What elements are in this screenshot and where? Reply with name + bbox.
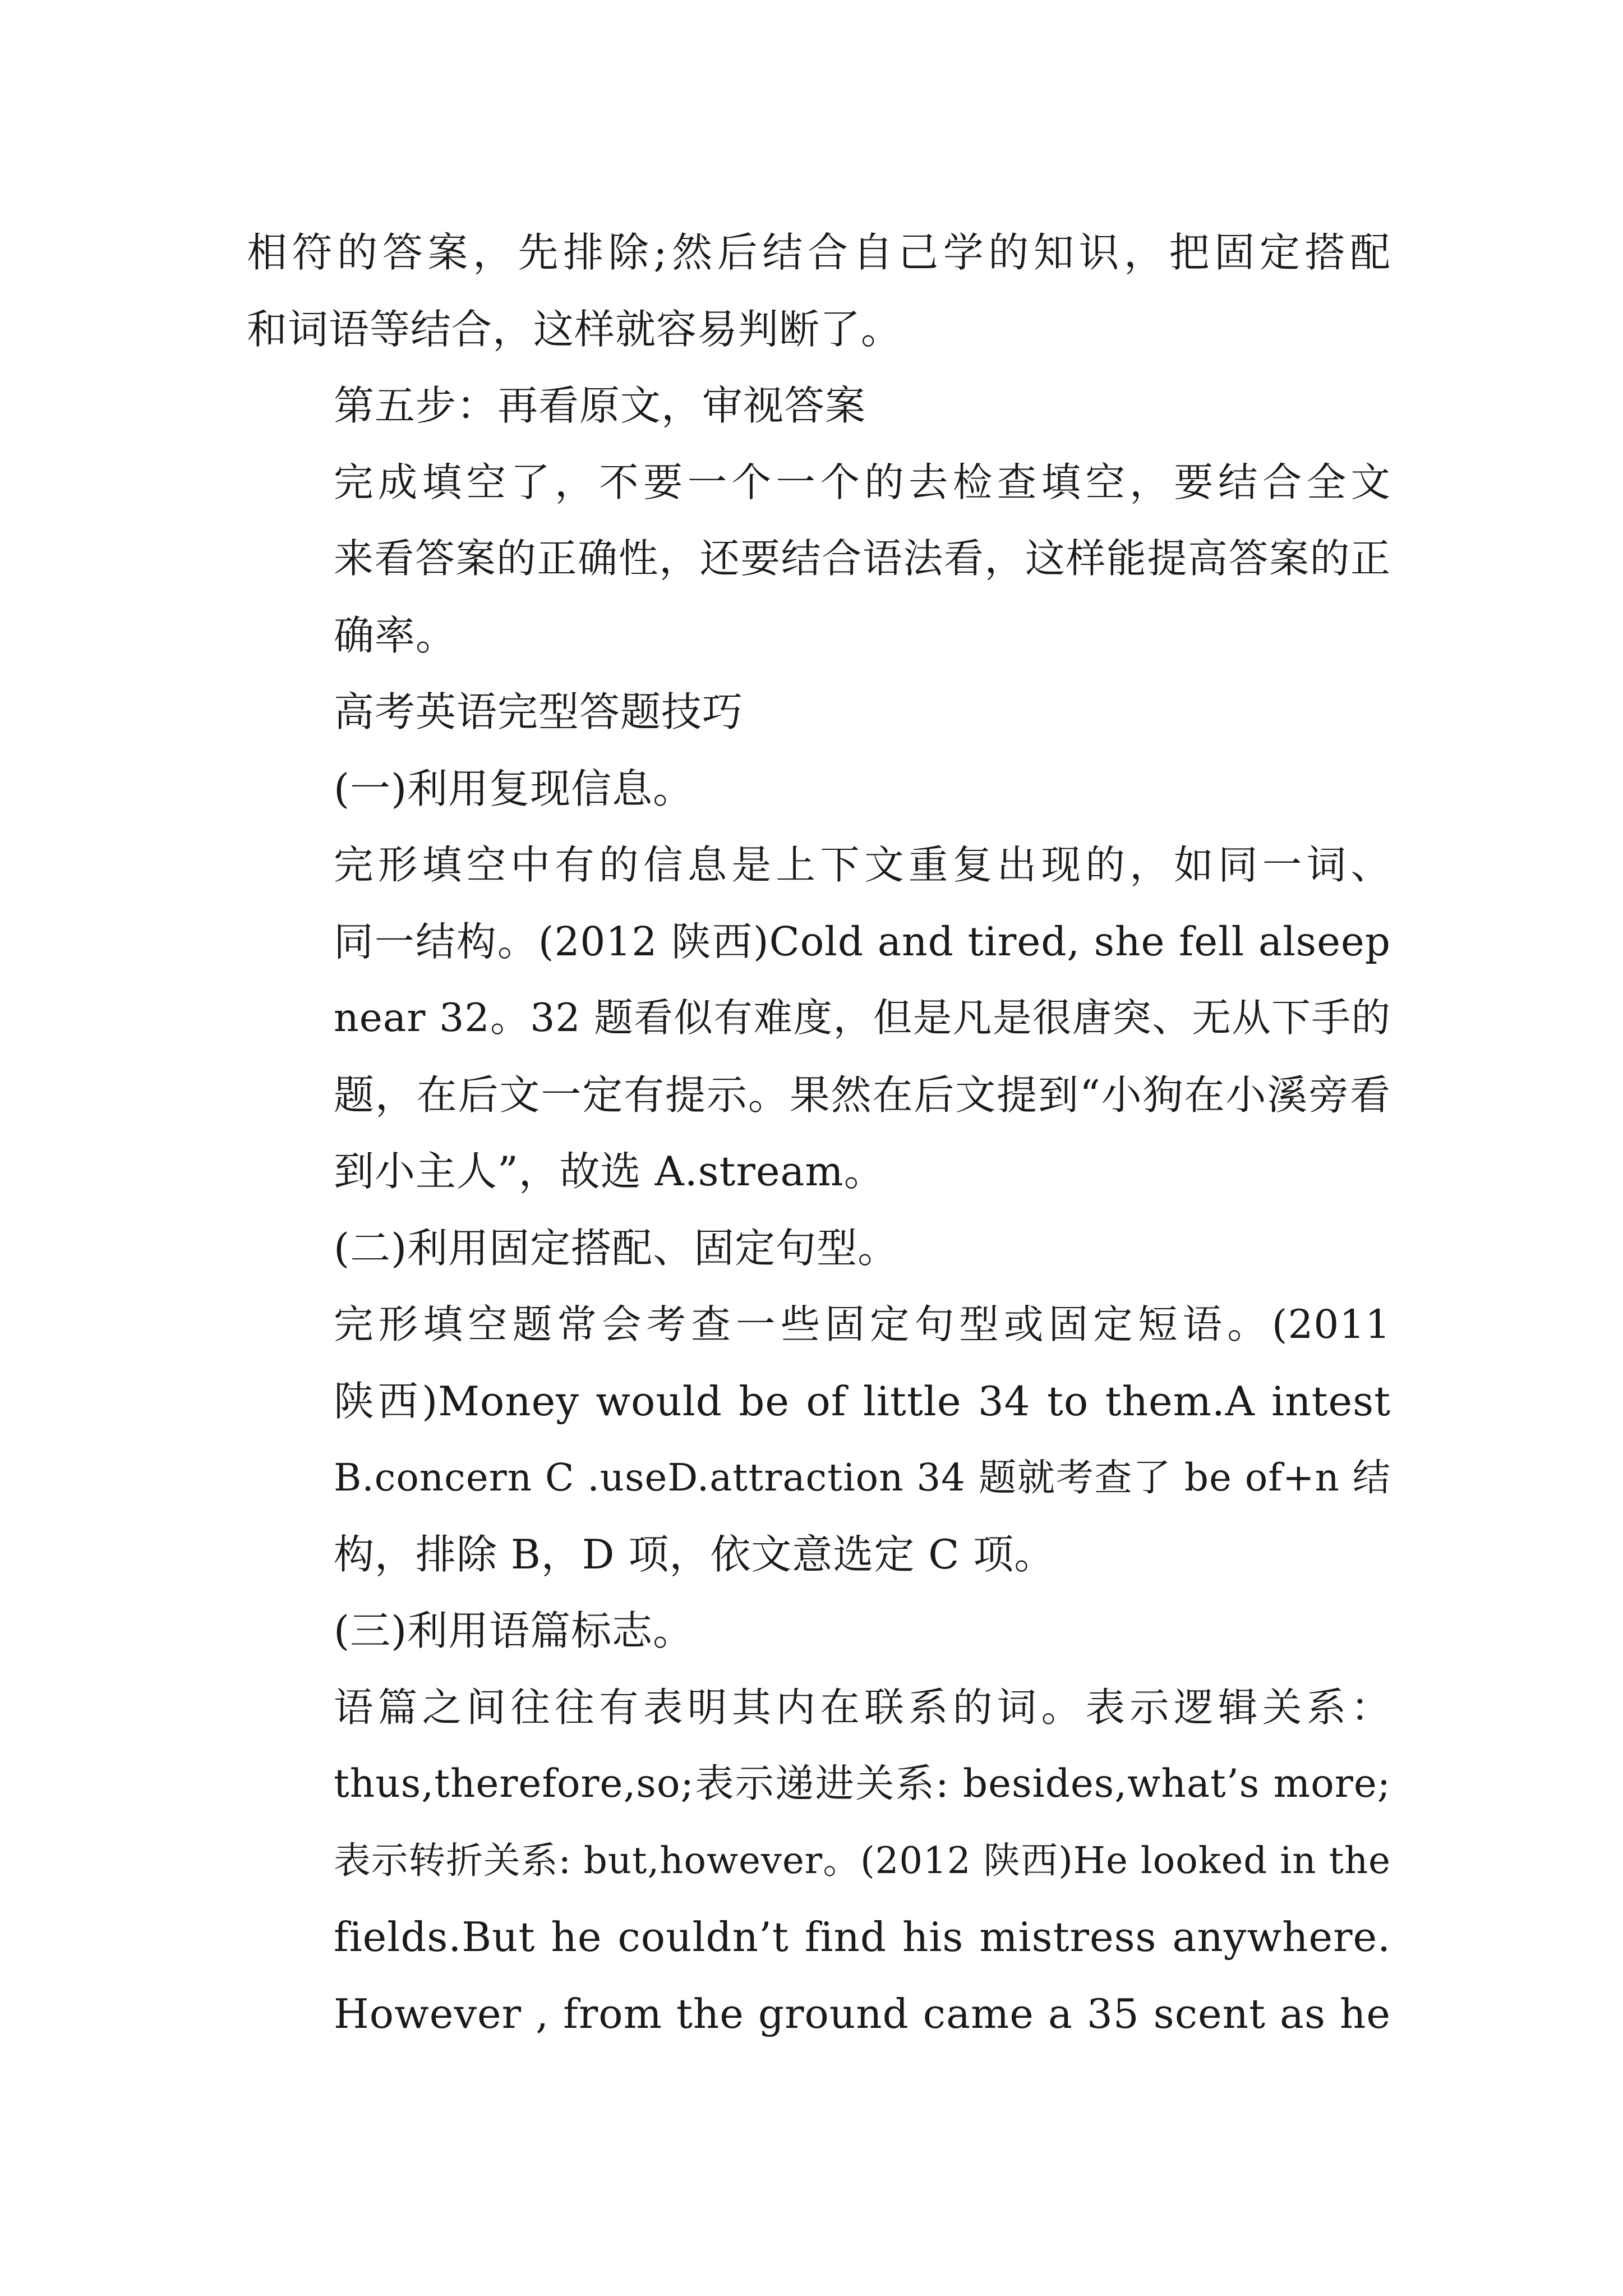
text-line: 相符的答案，先排除;然后结合自己学的知识，把固定搭配 — [247, 229, 1391, 276]
text-line: 题，在后文一定有提示。果然在后文提到“小狗在小溪旁看 — [334, 1071, 1391, 1119]
text-line: (三)利用语篇标志。 — [334, 1607, 694, 1654]
text-line: 高考英语完型答题技巧 — [334, 688, 744, 735]
text-line: 确率。 — [334, 611, 457, 659]
text-line: 完成填空了，不要一个一个的去检查填空，要结合全文 — [334, 459, 1391, 505]
text-line: 构，排除 B，D 项，依文意选定 C 项。 — [334, 1530, 1055, 1578]
text-line: However , from the ground came a 35 scent as he — [334, 1990, 1391, 2037]
text-line: 同一结构。(2012 陕西)Cold and tired, she fell alseep — [334, 918, 1391, 965]
text-line: B.concern C .useD.attraction 34 题就考查了 be of+n 结 — [334, 1456, 1391, 1499]
text-line: (二)利用固定搭配、固定句型。 — [334, 1224, 899, 1272]
subsection-heading — [247, 1593, 1391, 1669]
paragraph — [247, 444, 1391, 674]
document-body — [247, 214, 1391, 2052]
text-line: 语篇之间往往有表明其内在联系的词。表示逻辑关系： — [334, 1684, 1391, 1731]
subsection-heading — [247, 751, 1391, 827]
text-line: 第五步：再看原文，审视答案 — [334, 382, 866, 429]
step-heading — [247, 367, 1391, 444]
text-line: 到小主人”，故选 A.stream。 — [334, 1148, 885, 1195]
text-line: 表示转折关系: but,however。(2012 陕西)He looked in the — [334, 1839, 1391, 1882]
text-line: thus,therefore,so;表示递进关系: besides,what’s more; — [334, 1761, 1391, 1806]
section-heading — [247, 674, 1391, 751]
paragraph — [247, 827, 1391, 1210]
paragraph — [247, 1286, 1391, 1593]
text-line: fields.But he couldn’t find his mistress anywhere. — [334, 1913, 1391, 1961]
text-line: (一)利用复现信息。 — [334, 765, 694, 812]
text-line: near 32。32 题看似有难度，但是凡是很唐突、无从下手的 — [334, 996, 1391, 1041]
text-line: 和词语等结合，这样就容易判断了。 — [247, 305, 902, 353]
subsection-heading — [247, 1210, 1391, 1287]
text-line: 完形填空题常会考查一些固定句型或固定短语。(2011 — [334, 1301, 1391, 1347]
paragraph — [247, 214, 1391, 367]
text-line: 来看答案的正确性，还要结合语法看，这样能提高答案的正 — [334, 535, 1391, 582]
text-line: 陕西)Money would be of little 34 to them.A intest — [334, 1377, 1391, 1425]
text-line: 完形填空中有的信息是上下文重复出现的，如同一词、 — [334, 842, 1391, 888]
paragraph — [247, 1669, 1391, 2053]
